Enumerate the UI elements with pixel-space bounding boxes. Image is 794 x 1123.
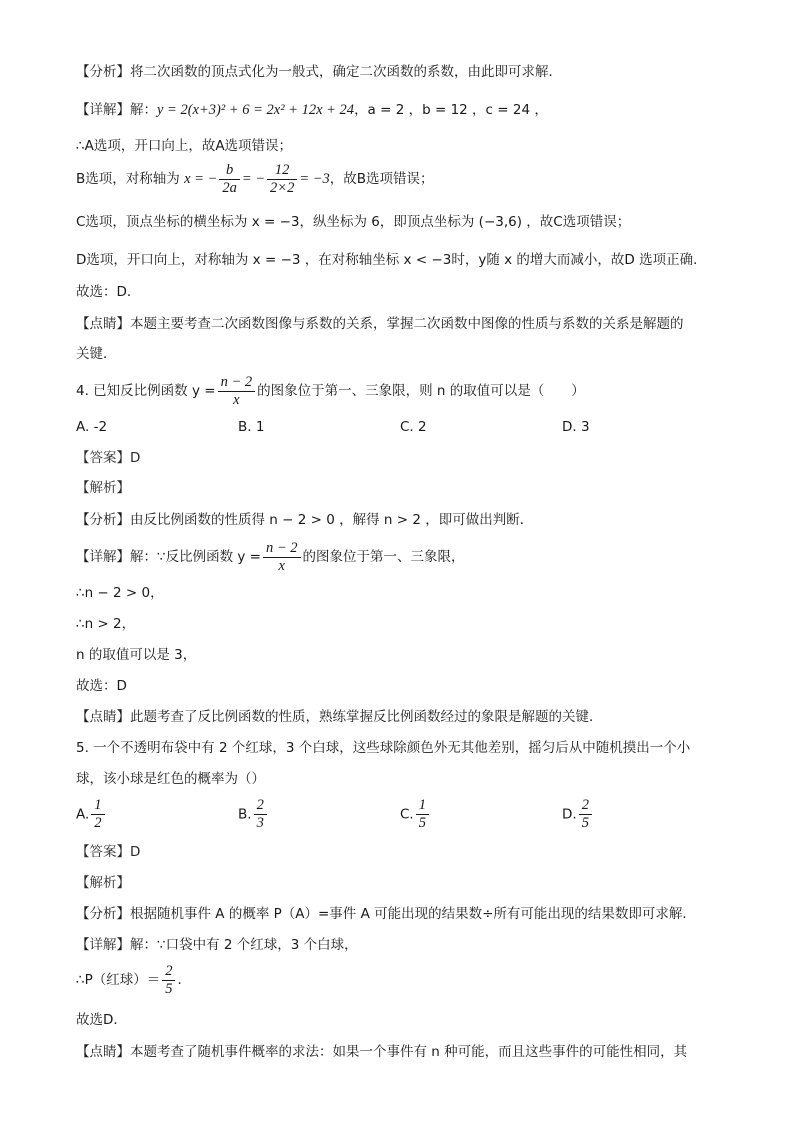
p3-comment-line-2 [76, 344, 117, 364]
option-fraction [254, 797, 267, 832]
q5-prob-post: ． [177, 972, 191, 988]
q5-comment-text: 本题考查了随机事件概率的求法：如果一个事件有 n 种可能，而且这些事件的可能性相同，其 [130, 1044, 688, 1060]
p3-line-b-post: ，故B选项错误； [329, 171, 434, 187]
detail-tag: 【详解】 [76, 937, 130, 953]
q4-option-a: A. -2 [76, 419, 108, 435]
p3-detail-coefficients: ，a = 2 ，b = 12 ，c = 24 ， [354, 102, 548, 118]
q4-comment-text: 此题考查了反比例函数的性质，熟练掌握反比例函数经过的象限是解题的关键． [130, 709, 603, 725]
p3-fraction-12-over-4 [267, 162, 297, 197]
q5-jiexi [76, 873, 130, 893]
q4-answer-text: 【答案】D [76, 450, 141, 466]
p3-line-b-result: = −3 [299, 171, 330, 187]
p3-line-c [76, 212, 630, 232]
fraction-denominator: 2×2 [267, 179, 297, 197]
fraction-denominator: 2 [91, 814, 104, 832]
fraction-numerator: 12 [274, 162, 290, 178]
q5-stem-text-1: 5. 一个不透明布袋中有 2 个红球，3 个白球，这些球除颜色外无其他差别，摇匀后从中随机摸出一个小 [76, 740, 691, 756]
q5-prob-fraction [162, 963, 175, 998]
option-label: B. [238, 806, 252, 823]
q4-step-3-text: n 的取值可以是 3， [76, 647, 197, 663]
fraction-numerator: 2 [581, 797, 589, 813]
option-label: C. [400, 806, 414, 823]
fraction-denominator: x [263, 557, 301, 575]
q4-analysis-text: 由反比例函数的性质得 n − 2 > 0 ，解得 n > 2 ，即可做出判断． [130, 512, 534, 528]
q4-option-c: C. 2 [400, 419, 427, 435]
option-fraction [416, 797, 429, 832]
option-label: A. [76, 806, 90, 823]
p3-line-a-text: ∴A选项，开口向上，故A选项错误； [76, 138, 293, 154]
p3-line-b-pre: B选项，对称轴为 [76, 171, 185, 187]
q4-step-1-text: ∴n − 2 > 0， [76, 585, 164, 601]
fraction-denominator: x [218, 391, 256, 409]
p3-detail-pre: 解： [130, 102, 157, 118]
q5-choose [76, 1010, 127, 1030]
option-fraction [91, 797, 104, 832]
fraction-denominator: 5 [579, 814, 592, 832]
q4-step-2 [76, 614, 135, 634]
p3-comment-text-1: 本题主要考查二次函数图像与系数的关系，掌握二次函数中图像的性质与系数的关系是解题的 [130, 316, 684, 332]
q4-choose-text: 故选：D [76, 678, 127, 694]
q5-option-d [562, 797, 594, 832]
q4-comment-line [76, 707, 603, 727]
q5-option-b [238, 797, 269, 832]
q4-detail-line [76, 540, 465, 575]
fraction-numerator: b [225, 162, 234, 178]
fraction-denominator: 2a [219, 179, 240, 197]
p3-analysis-line [76, 62, 562, 82]
fraction-numerator: 2 [256, 797, 264, 813]
q4-answer [76, 448, 140, 468]
fraction-numerator: n − 2 [220, 374, 253, 390]
q5-prob-pre: ∴P（红球）＝ [76, 972, 161, 988]
option-fraction [579, 797, 592, 832]
option-label: D. [562, 806, 577, 823]
q5-stem-line-1 [76, 738, 690, 758]
fraction-denominator: 5 [416, 814, 429, 832]
p3-detail-equation: y = 2(x+3)² + 6 = 2x² + 12x + 24 [157, 102, 355, 118]
p3-detail-line [76, 100, 548, 120]
q5-answer-text: 【答案】D [76, 844, 141, 860]
fraction-denominator: 3 [254, 814, 267, 832]
fraction-numerator: 1 [94, 797, 102, 813]
p3-comment-line-1 [76, 314, 684, 334]
q4-step-1 [76, 583, 164, 603]
q5-answer [76, 842, 140, 862]
q4-option-d: D. 3 [562, 419, 590, 435]
detail-tag: 【详解】 [76, 102, 130, 118]
q4-analysis-line [76, 510, 533, 530]
q5-analysis-text: 根据随机事件 A 的概率 P（A）=事件 A 可能出现的结果数÷所有可能出现的结果数即可求解． [130, 906, 696, 922]
p3-line-d-text: D选项，开口向上，对称轴为 x = −3 ，在对称轴坐标 x < −3时，y随 x 的增大而减小，故D 选项正确． [76, 252, 707, 268]
q5-comment-line [76, 1042, 687, 1062]
p3-choose [76, 282, 140, 302]
p3-comment-text-2: 关键． [76, 346, 117, 362]
comment-tag: 【点睛】 [76, 1044, 130, 1060]
p3-line-b-eq: = − [241, 171, 266, 187]
q5-option-c [400, 797, 431, 832]
q5-stem-line-2 [76, 769, 265, 789]
q4-detail-pre: 解：∵反比例函数 y = [130, 549, 261, 565]
q4-stem-fraction [218, 374, 256, 409]
q4-jiexi-text: 【解析】 [76, 480, 130, 496]
q4-option-b: B. 1 [238, 419, 265, 435]
analysis-tag: 【分析】 [76, 512, 130, 528]
q4-stem [76, 374, 585, 409]
fraction-numerator: n − 2 [265, 540, 298, 556]
fraction-numerator: 1 [418, 797, 426, 813]
q4-step-2-text: ∴n > 2， [76, 616, 136, 632]
q4-step-3 [76, 645, 196, 665]
q4-jiexi [76, 478, 130, 498]
analysis-tag: 【分析】 [76, 906, 130, 922]
p3-line-b [76, 162, 434, 197]
p3-line-a [76, 136, 292, 156]
p3-line-d [76, 250, 707, 270]
q4-detail-fraction [263, 540, 301, 575]
p3-analysis-text: 将二次函数的顶点式化为一般式，确定二次函数的系数，由此即可求解． [130, 64, 562, 80]
fraction-numerator: 2 [165, 963, 173, 979]
p3-line-c-text: C选项，顶点坐标的横坐标为 x = −3，纵坐标为 6，即顶点坐标为 (−3,6) ，故C选项错误； [76, 214, 631, 230]
q5-analysis-line [76, 904, 696, 924]
q4-stem-post: 的图象位于第一、三象限，则 n 的取值可以是（ ） [257, 383, 585, 399]
q5-detail-text: 解：∵口袋中有 2 个红球，3 个白球， [130, 937, 358, 953]
p3-fraction-b-over-2a [219, 162, 240, 197]
comment-tag: 【点睛】 [76, 316, 130, 332]
p3-line-b-x: x = − [184, 171, 218, 187]
q5-probability-line [76, 963, 191, 998]
q4-detail-post: 的图象位于第一、三象限， [302, 549, 465, 565]
comment-tag: 【点睛】 [76, 709, 130, 725]
analysis-tag: 【分析】 [76, 64, 130, 80]
q5-detail-line [76, 935, 358, 955]
q5-option-a [76, 797, 107, 832]
p3-choose-text: 故选：D． [76, 284, 141, 300]
fraction-denominator: 5 [162, 980, 175, 998]
q5-choose-text: 故选D． [76, 1012, 127, 1028]
q4-stem-pre: 4. 已知反比例函数 y = [76, 383, 216, 399]
q5-jiexi-text: 【解析】 [76, 875, 130, 891]
q4-choose [76, 676, 127, 696]
detail-tag: 【详解】 [76, 549, 130, 565]
q5-stem-text-2: 球，该小球是红色的概率为（） [76, 771, 265, 787]
